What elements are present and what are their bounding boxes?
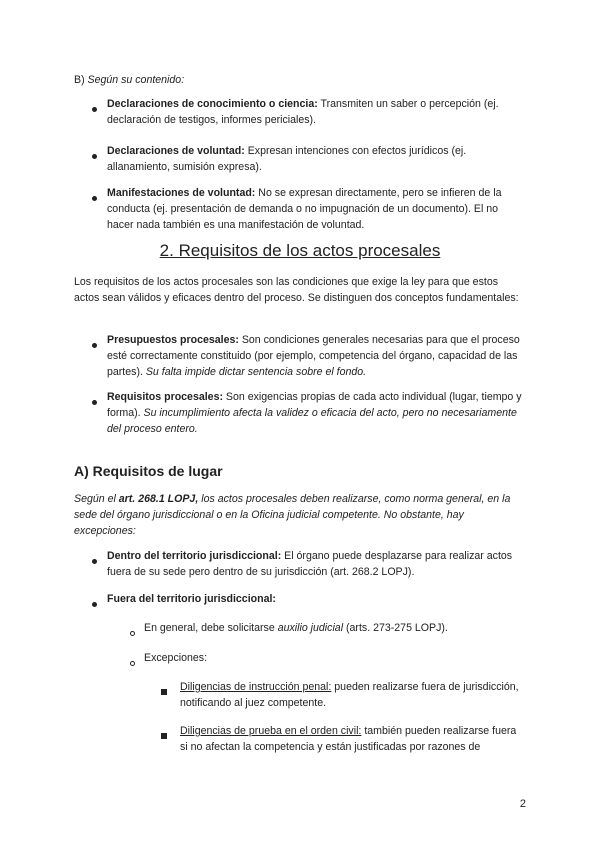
- list-item: Dentro del territorio jurisdiccional: El órgano puede desplazarse para realizar actos fuera de su sede pero dentro de su jurisdicción (art. 268.2 LOPJ).: [107, 550, 513, 578]
- bullet-square-icon: [161, 729, 167, 745]
- bullet-disc-icon: [92, 191, 97, 207]
- bullet-square-icon: [161, 685, 167, 701]
- list-item: Declaraciones de voluntad: Expresan intenciones con efectos jurídicos (ej. allanamiento, sumisión expresa).: [107, 145, 467, 173]
- page-number: 2: [519, 798, 526, 810]
- list-item: Excepciones:: [144, 652, 208, 664]
- list-item: Requisitos procesales: Son exigencias propias de cada acto individual (lugar, tiempo y forma). Su incumplimiento afecta la validez o eficacia del acto, pero no necesariamente del proceso entero.: [107, 391, 522, 435]
- bullet-disc-icon: [92, 338, 97, 354]
- intro-paragraph: Los requisitos de los actos procesales son las condiciones que exige la ley para que estos actos sean válidos y eficaces dentro del proceso. Se distinguen dos conceptos fundamentales:: [74, 276, 519, 304]
- bullet-disc-icon: [92, 102, 97, 118]
- list-item: Diligencias de prueba en el orden civil: también pueden realizarse fuera si no afectan la competencia y están justificadas por razones de: [180, 725, 517, 753]
- bullet-circle-icon: [130, 626, 135, 642]
- lugar-intro-paragraph: Según el art. 268.1 LOPJ, los actos procesales deben realizarse, como norma general, en la sede del órgano jurisdiccional o en la Oficina judicial competente. No obstante, hay excepciones:: [74, 493, 511, 537]
- bullet-disc-icon: [92, 149, 97, 165]
- subsection-heading: A) Requisitos de lugar: [74, 463, 223, 479]
- section-heading: 2. Requisitos de los actos procesales: [159, 241, 441, 260]
- bullet-disc-icon: [92, 597, 97, 613]
- list-item: Diligencias de instrucción penal: pueden realizarse fuera de jurisdicción, notificando al juez competente.: [180, 681, 519, 709]
- bullet-circle-icon: [130, 656, 135, 672]
- list-item: Manifestaciones de voluntad: No se expresan directamente, pero se infieren de la conducta (ej. presentación de demanda o no impugnación de un documento). El no hacer nada también es una manifestación de voluntad.: [107, 187, 502, 231]
- list-item: Presupuestos procesales: Son condiciones generales necesarias para que el proceso esté correctamente constituido (por ejemplo, competencia del órgano, capacidad de las partes). Su falta impide dictar sentencia sobre el fondo.: [107, 334, 520, 378]
- list-item: En general, debe solicitarse auxilio judicial (arts. 273-275 LOPJ).: [144, 622, 448, 634]
- bullet-disc-icon: [92, 395, 97, 411]
- section-b-heading: B) Según su contenido:: [74, 74, 185, 86]
- bullet-disc-icon: [92, 554, 97, 570]
- list-item: Fuera del territorio jurisdiccional:: [107, 593, 276, 605]
- list-item: Declaraciones de conocimiento o ciencia: Transmiten un saber o percepción (ej. declaración de testigos, informes periciales).: [107, 98, 499, 126]
